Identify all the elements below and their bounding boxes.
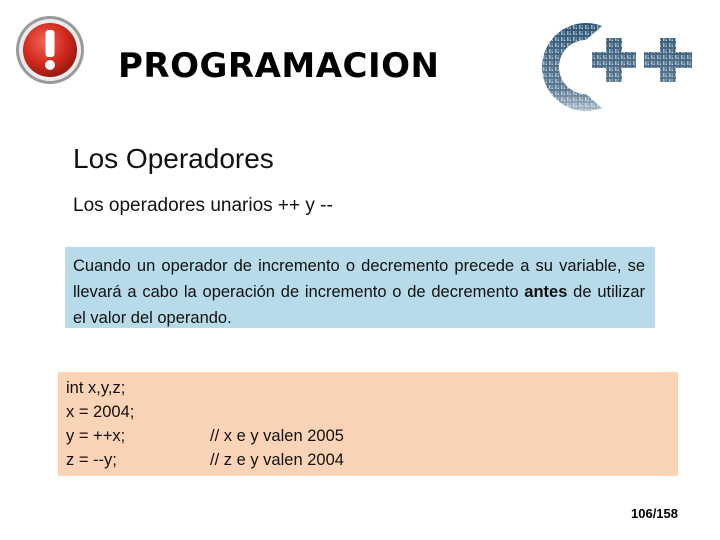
code-statement: y = ++x; — [66, 427, 126, 445]
code-statement: x = 2004; — [66, 403, 135, 421]
warning-icon — [14, 14, 86, 86]
code-comment: // z e y valen 2004 — [210, 451, 344, 469]
section-heading: Los Operadores — [73, 143, 274, 174]
code-comment: // x e y valen 2005 — [210, 427, 344, 445]
page-number: 106/158 — [631, 506, 678, 521]
slide-title: PROGRAMACION — [118, 46, 440, 86]
code-statement: int x,y,z; — [66, 379, 126, 397]
info-bold-word: antes — [524, 283, 568, 301]
code-box — [58, 372, 678, 476]
info-text-after: de utilizar el valor del operando. — [73, 283, 645, 327]
code-line — [66, 400, 678, 424]
code-line — [66, 448, 678, 472]
cpp-logo — [524, 12, 700, 124]
code-statement: z = --y; — [66, 451, 117, 469]
info-box — [65, 247, 655, 328]
section-subheading: Los operadores unarios ++ y -- — [73, 195, 333, 216]
code-line — [66, 424, 678, 448]
code-line — [66, 376, 678, 400]
info-text-before: Cuando un operador de incremento o decremento precede a su variable, se llevará a cabo la operación de incremento o de decremento — [73, 257, 645, 301]
